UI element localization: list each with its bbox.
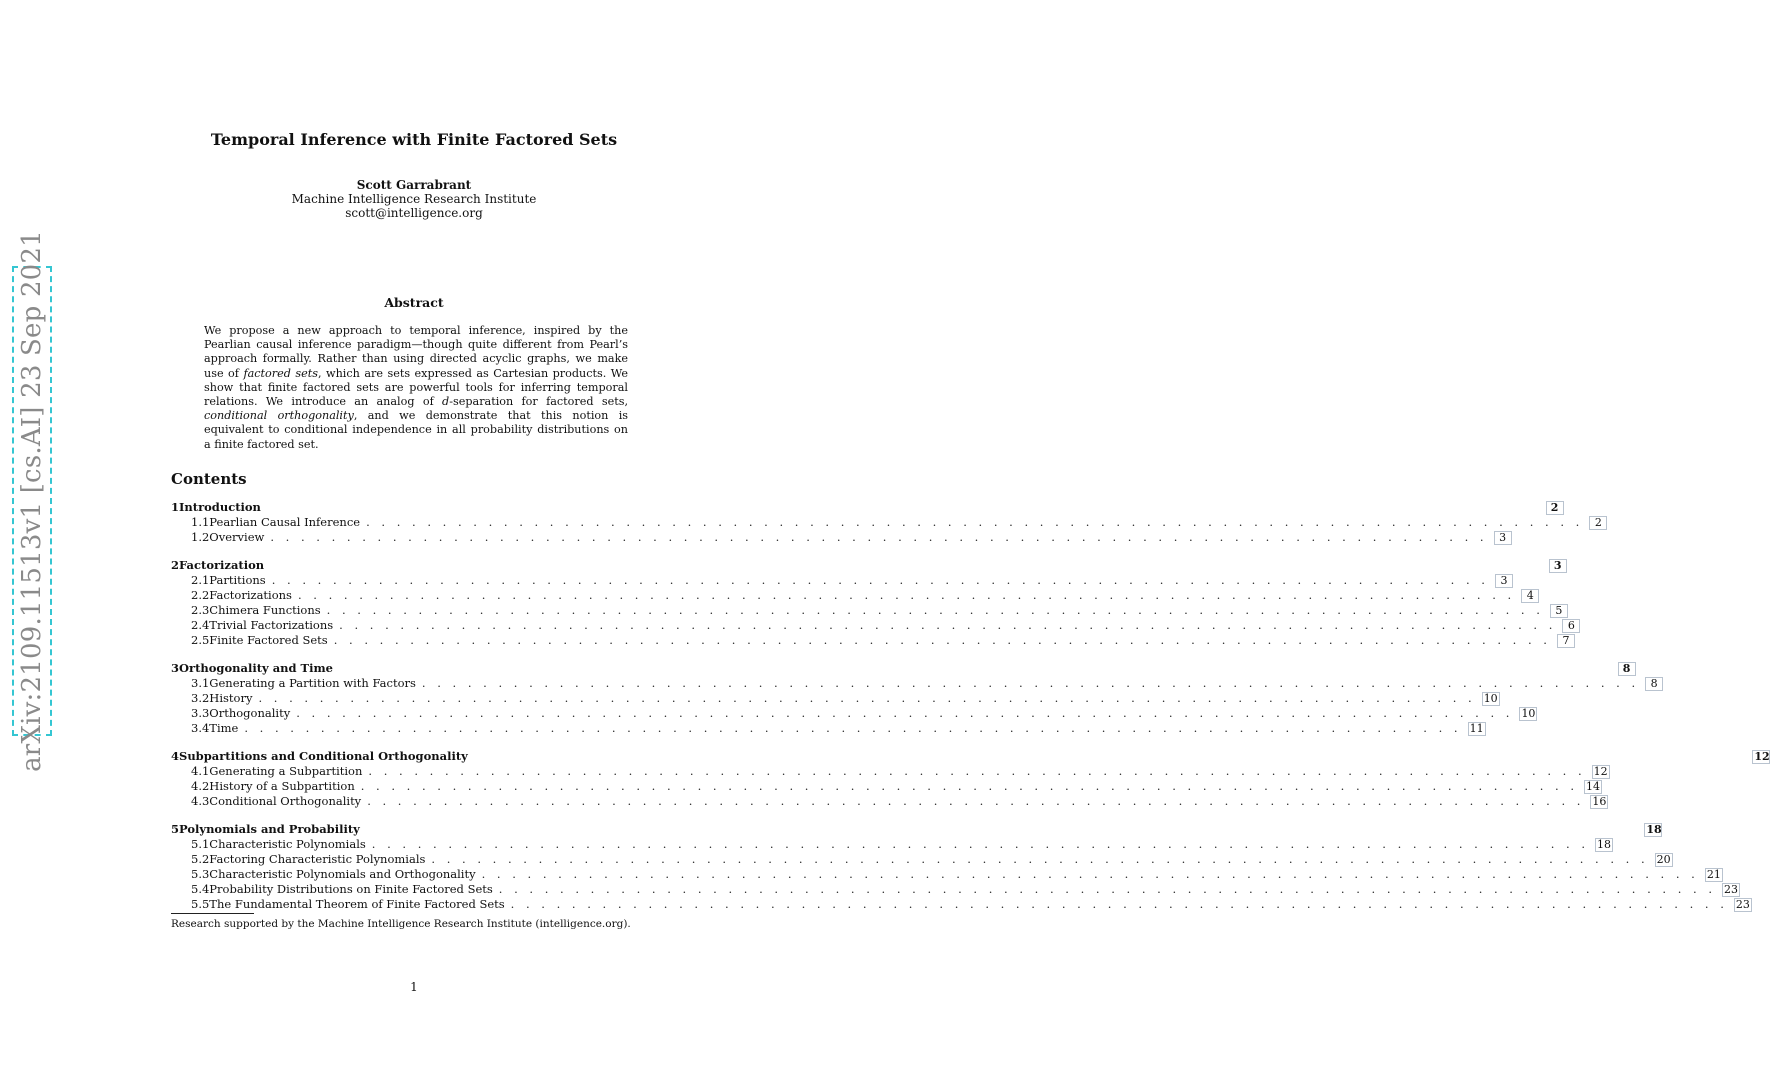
toc-page-link[interactable]: 6 <box>1562 619 1580 633</box>
toc-subsection[interactable] <box>171 882 1739 897</box>
toc-subsection-title[interactable]: Characteristic Polynomials and Orthogonality <box>209 867 476 881</box>
toc-subsection-number[interactable]: 5.5 <box>191 897 210 911</box>
toc-subsection-number[interactable]: 2.2 <box>191 588 210 602</box>
toc-leader-dots: . . . . . . . . . . . . . . . . . . . . . . . . . . . . . . . . . . . . . . . . . . . . . . . . . . . . . . . . . . . . . . . . . . . . . . . . . . . . . . . . <box>326 603 1544 617</box>
toc-subsection-title[interactable]: Characteristic Polynomials <box>209 837 366 851</box>
toc-subsection[interactable] <box>171 676 1658 691</box>
toc-subsection[interactable] <box>171 573 1508 588</box>
toc-subsection-number[interactable]: 4.2 <box>191 779 210 793</box>
toc-subsection[interactable] <box>171 897 1750 912</box>
toc-subsection-title[interactable]: Finite Factored Sets <box>209 633 328 647</box>
toc-subsection-title[interactable]: Factorizations <box>209 588 292 602</box>
toc-subsection-title[interactable]: History <box>209 691 253 705</box>
toc-section-number[interactable]: 4 <box>171 749 180 763</box>
toc-leader-dots: . . . . . . . . . . . . . . . . . . . . . . . . . . . . . . . . . . . . . . . . . . . . . . . . . . . . . . . . . . . . . . . . . . . . . . . . . . . . . . . . <box>244 721 1462 735</box>
toc-subsection[interactable] <box>171 633 1570 648</box>
toc-subsection-title[interactable]: Factoring Characteristic Polynomials <box>209 852 426 866</box>
toc-page-link[interactable]: 3 <box>1494 531 1512 545</box>
toc-subsection-title[interactable]: Partitions <box>209 573 266 587</box>
toc-page-link[interactable]: 7 <box>1557 634 1575 648</box>
toc-section-number[interactable]: 5 <box>171 822 180 836</box>
toc-page-link[interactable]: 8 <box>1618 662 1636 676</box>
toc-section[interactable] <box>171 500 1559 515</box>
toc-subsection-title[interactable]: Overview <box>209 530 265 544</box>
abstract-part: We propose a new approach to temporal inference, inspired by the Pearlian causal inference paradigm—though quite different from Pearl’s approach formally. Rather than using directed acyclic graphs, we make use of <box>204 324 628 380</box>
toc-subsection-number[interactable]: 5.1 <box>191 837 210 851</box>
toc-subsection[interactable] <box>171 867 1721 882</box>
toc-page-link[interactable]: 16 <box>1592 795 1607 808</box>
toc-leader-dots: . . . . . . . . . . . . . . . . . . . . . . . . . . . . . . . . . . . . . . . . . . . . . . . . . . . . . . . . . . . . . . . . . . . . . . . . . . . . . . . . <box>367 794 1585 808</box>
toc-section-title[interactable]: Polynomials and Probability <box>179 822 360 836</box>
toc-subsection-number[interactable]: 2.5 <box>191 633 210 647</box>
toc-subsection-title[interactable]: Generating a Subpartition <box>209 764 363 778</box>
toc-page-link[interactable]: 23 <box>1735 898 1750 911</box>
table-of-contents <box>171 500 1770 912</box>
toc-subsection-title[interactable]: Chimera Functions <box>209 603 321 617</box>
toc-page-link[interactable]: 2 <box>1589 516 1607 530</box>
toc-leader-dots: . . . . . . . . . . . . . . . . . . . . . . . . . . . . . . . . . . . . . . . . . . . . . . . . . . . . . . . . . . . . . . . . . . . . . . . . . . . . . . . . <box>339 618 1557 632</box>
abstract-part: -separation for factored sets, <box>449 395 628 409</box>
toc-subsection-number[interactable]: 3.1 <box>191 676 210 690</box>
author-name: Scott Garrabrant <box>356 178 472 192</box>
toc-subsection-number[interactable]: 3.4 <box>191 721 210 735</box>
toc-subsection[interactable] <box>171 794 1607 809</box>
toc-section[interactable] <box>171 749 1770 764</box>
toc-section[interactable] <box>171 661 1631 676</box>
toc-subsection-title[interactable]: Pearlian Causal Inference <box>209 515 361 529</box>
abstract-part: , which are sets expressed as Cartesian products. We show that finite factored sets are powerful tools for inferring temporal relations. We introduce an analog of <box>204 366 629 409</box>
footnote-rule <box>171 913 254 914</box>
abstract-text <box>204 324 628 452</box>
toc-subsection-title[interactable]: History of a Subpartition <box>209 779 355 793</box>
toc-leader-dots: . . . . . . . . . . . . . . . . . . . . . . . . . . . . . . . . . . . . . . . . . . . . . . . . . . . . . . . . . . . . . . . . . . . . . . . . . . . . . . . . <box>481 867 1699 881</box>
abstract-part: , and we demonstrate that this notion is equivalent to conditional independence in all probability distributions on a finite factored set. <box>204 409 629 451</box>
arxiv-identifier: arXiv:2109.11513v1 [cs.AI] 23 Sep 2021 <box>17 230 47 772</box>
toc-leader-dots: . . . . . . . . . . . . . . . . . . . . . . . . . . . . . . . . . . . . . . . . . . . . . . . . . . . . . . . . . . . . . . . . . . . . . . . . . . . . . . . . <box>360 779 1578 793</box>
toc-page-link[interactable]: 2 <box>1546 501 1564 515</box>
toc-subsection-number[interactable]: 1.2 <box>191 530 210 544</box>
toc-subsection[interactable] <box>171 603 1563 618</box>
toc-section-title[interactable]: Factorization <box>179 558 265 572</box>
toc-subsection-number[interactable]: 2.4 <box>191 618 210 632</box>
toc-subsection[interactable] <box>171 721 1484 736</box>
toc-subsection-number[interactable]: 2.1 <box>191 573 210 587</box>
toc-leader-dots: . . . . . . . . . . . . . . . . . . . . . . . . . . . . . . . . . . . . . . . . . . . . . . . . . . . . . . . . . . . . . . . . . . . . . . . . . . . . . . . . <box>296 706 1514 720</box>
toc-subsection[interactable] <box>171 764 1608 779</box>
toc-subsection[interactable] <box>171 706 1536 721</box>
contents-heading: Contents <box>171 470 247 488</box>
toc-page-link[interactable]: 20 <box>1656 853 1671 866</box>
toc-subsection-number[interactable]: 5.3 <box>191 867 210 881</box>
toc-page-link[interactable]: 18 <box>1597 838 1612 851</box>
toc-subsection-number[interactable]: 2.3 <box>191 603 210 617</box>
author-affiliation: Machine Intelligence Research Institute <box>291 192 537 206</box>
toc-subsection-number[interactable]: 3.2 <box>191 691 210 705</box>
toc-leader-dots: . . . . . . . . . . . . . . . . . . . . . . . . . . . . . . . . . . . . . . . . . . . . . . . . . . . . . . . . . . . . . . . . . . . . . . . . . . . . . . . . <box>368 764 1586 778</box>
page-number: 1 <box>410 980 418 994</box>
toc-page-link[interactable]: 10 <box>1483 692 1498 705</box>
abstract-emphasis: d <box>442 395 450 409</box>
toc-leader-dots: . . . . . . . . . . . . . . . . . . . . . . . . . . . . . . . . . . . . . . . . . . . . . . . . . . . . . . . . . . . . . . . . . . . . . . . . . . . . . . . . <box>510 897 1728 911</box>
toc-section-title[interactable]: Introduction <box>179 500 261 514</box>
author-block <box>0 178 828 220</box>
toc-page-link[interactable]: 21 <box>1706 868 1721 881</box>
toc-section[interactable] <box>171 558 1562 573</box>
abstract-heading: Abstract <box>384 295 444 310</box>
toc-section-number[interactable]: 1 <box>171 500 180 514</box>
toc-page-link[interactable]: 8 <box>1645 677 1663 691</box>
footnote: Research supported by the Machine Intelligence Research Institute (intelligence.org). <box>171 918 631 930</box>
toc-subsection-title[interactable]: Generating a Partition with Factors <box>209 676 416 690</box>
toc-subsection[interactable] <box>171 691 1498 706</box>
toc-subsection-title[interactable]: The Fundamental Theorem of Finite Factored Sets <box>209 897 505 911</box>
toc-subsection-title[interactable]: Trivial Factorizations <box>209 618 334 632</box>
toc-subsection-title[interactable]: Probability Distributions on Finite Factored Sets <box>209 882 493 896</box>
arxiv-stamp <box>12 230 52 772</box>
toc-section-title[interactable]: Orthogonality and Time <box>179 661 333 675</box>
toc-subsection-number[interactable]: 5.4 <box>191 882 210 896</box>
toc-section-title[interactable]: Subpartitions and Conditional Orthogonality <box>179 749 468 763</box>
author-email: scott@intelligence.org <box>345 206 483 220</box>
toc-page-link[interactable]: 14 <box>1585 780 1600 793</box>
toc-subsection[interactable] <box>171 515 1602 530</box>
toc-subsection-title[interactable]: Orthogonality <box>209 706 291 720</box>
toc-subsection-title[interactable]: Conditional Orthogonality <box>209 794 362 808</box>
toc-page-link[interactable]: 3 <box>1549 559 1567 573</box>
toc-subsection[interactable] <box>171 618 1575 633</box>
toc-subsection-number[interactable]: 1.1 <box>191 515 210 529</box>
toc-leader-dots: . . . . . . . . . . . . . . . . . . . . . . . . . . . . . . . . . . . . . . . . . . . . . . . . . . . . . . . . . . . . . . . . . . . . . . . . . . . . . . . . <box>431 852 1649 866</box>
toc-subsection-number[interactable]: 5.2 <box>191 852 210 866</box>
toc-leader-dots: . . . . . . . . . . . . . . . . . . . . . . . . . . . . . . . . . . . . . . . . . . . . . . . . . . . . . . . . . . . . . . . . . . . . . . . . . . . . . . . . <box>371 837 1590 851</box>
toc-page-link[interactable]: 12 <box>1754 750 1770 763</box>
toc-leader-dots: . . . . . . . . . . . . . . . . . . . . . . . . . . . . . . . . . . . . . . . . . . . . . . . . . . . . . . . . . . . . . . . . . . . . . . . . . . . . . . . . <box>333 633 1551 647</box>
toc-page-link[interactable]: 4 <box>1521 589 1539 603</box>
toc-page-link[interactable]: 18 <box>1646 823 1662 836</box>
toc-subsection[interactable] <box>171 837 1612 852</box>
toc-section[interactable] <box>171 822 1662 837</box>
toc-page-link[interactable]: 3 <box>1495 574 1513 588</box>
abstract-emphasis: conditional orthogonality <box>204 409 354 423</box>
toc-page-link[interactable]: 11 <box>1469 722 1484 735</box>
toc-leader-dots: . . . . . . . . . . . . . . . . . . . . . . . . . . . . . . . . . . . . . . . . . . . . . . . . . . . . . . . . . . . . . . . . . . . . . . . . . . . . . . . . <box>258 691 1476 705</box>
toc-subsection-number[interactable]: 3.3 <box>191 706 210 720</box>
toc-leader-dots: . . . . . . . . . . . . . . . . . . . . . . . . . . . . . . . . . . . . . . . . . . . . . . . . . . . . . . . . . . . . . . . . . . . . . . . . . . . . . . . . <box>498 882 1717 896</box>
toc-page-link[interactable]: 10 <box>1521 707 1536 720</box>
toc-page-link[interactable]: 5 <box>1550 604 1568 618</box>
toc-subsection-number[interactable]: 4.1 <box>191 764 210 778</box>
toc-subsection[interactable] <box>171 779 1600 794</box>
toc-leader-dots: . . . . . . . . . . . . . . . . . . . . . . . . . . . . . . . . . . . . . . . . . . . . . . . . . . . . . . . . . . . . . . . . . . . . . . . . . . . . . . . . <box>297 588 1516 602</box>
toc-page-link[interactable]: 12 <box>1593 765 1608 778</box>
toc-section-number[interactable]: 3 <box>171 661 180 675</box>
toc-page-link[interactable]: 23 <box>1724 883 1739 896</box>
abstract-emphasis: factored sets <box>243 366 318 380</box>
toc-subsection[interactable] <box>171 588 1534 603</box>
toc-subsection-title[interactable]: Time <box>209 721 239 735</box>
toc-section-number[interactable]: 2 <box>171 558 180 572</box>
toc-leader-dots: . . . . . . . . . . . . . . . . . . . . . . . . . . . . . . . . . . . . . . . . . . . . . . . . . . . . . . . . . . . . . . . . . . . . . . . . . . . . . . . . <box>421 676 1640 690</box>
toc-leader-dots: . . . . . . . . . . . . . . . . . . . . . . . . . . . . . . . . . . . . . . . . . . . . . . . . . . . . . . . . . . . . . . . . . . . . . . . . . . . . . . . . <box>271 573 1489 587</box>
toc-leader-dots: . . . . . . . . . . . . . . . . . . . . . . . . . . . . . . . . . . . . . . . . . . . . . . . . . . . . . . . . . . . . . . . . . . . . . . . . . . . . . . . . <box>366 515 1584 529</box>
paper-title: Temporal Inference with Finite Factored Sets <box>210 130 618 149</box>
toc-subsection-number[interactable]: 4.3 <box>191 794 210 808</box>
toc-leader-dots: . . . . . . . . . . . . . . . . . . . . . . . . . . . . . . . . . . . . . . . . . . . . . . . . . . . . . . . . . . . . . . . . . . . . . . . . . . . . . . . . <box>270 530 1488 544</box>
toc-subsection[interactable] <box>171 852 1671 867</box>
toc-subsection[interactable] <box>171 530 1507 545</box>
